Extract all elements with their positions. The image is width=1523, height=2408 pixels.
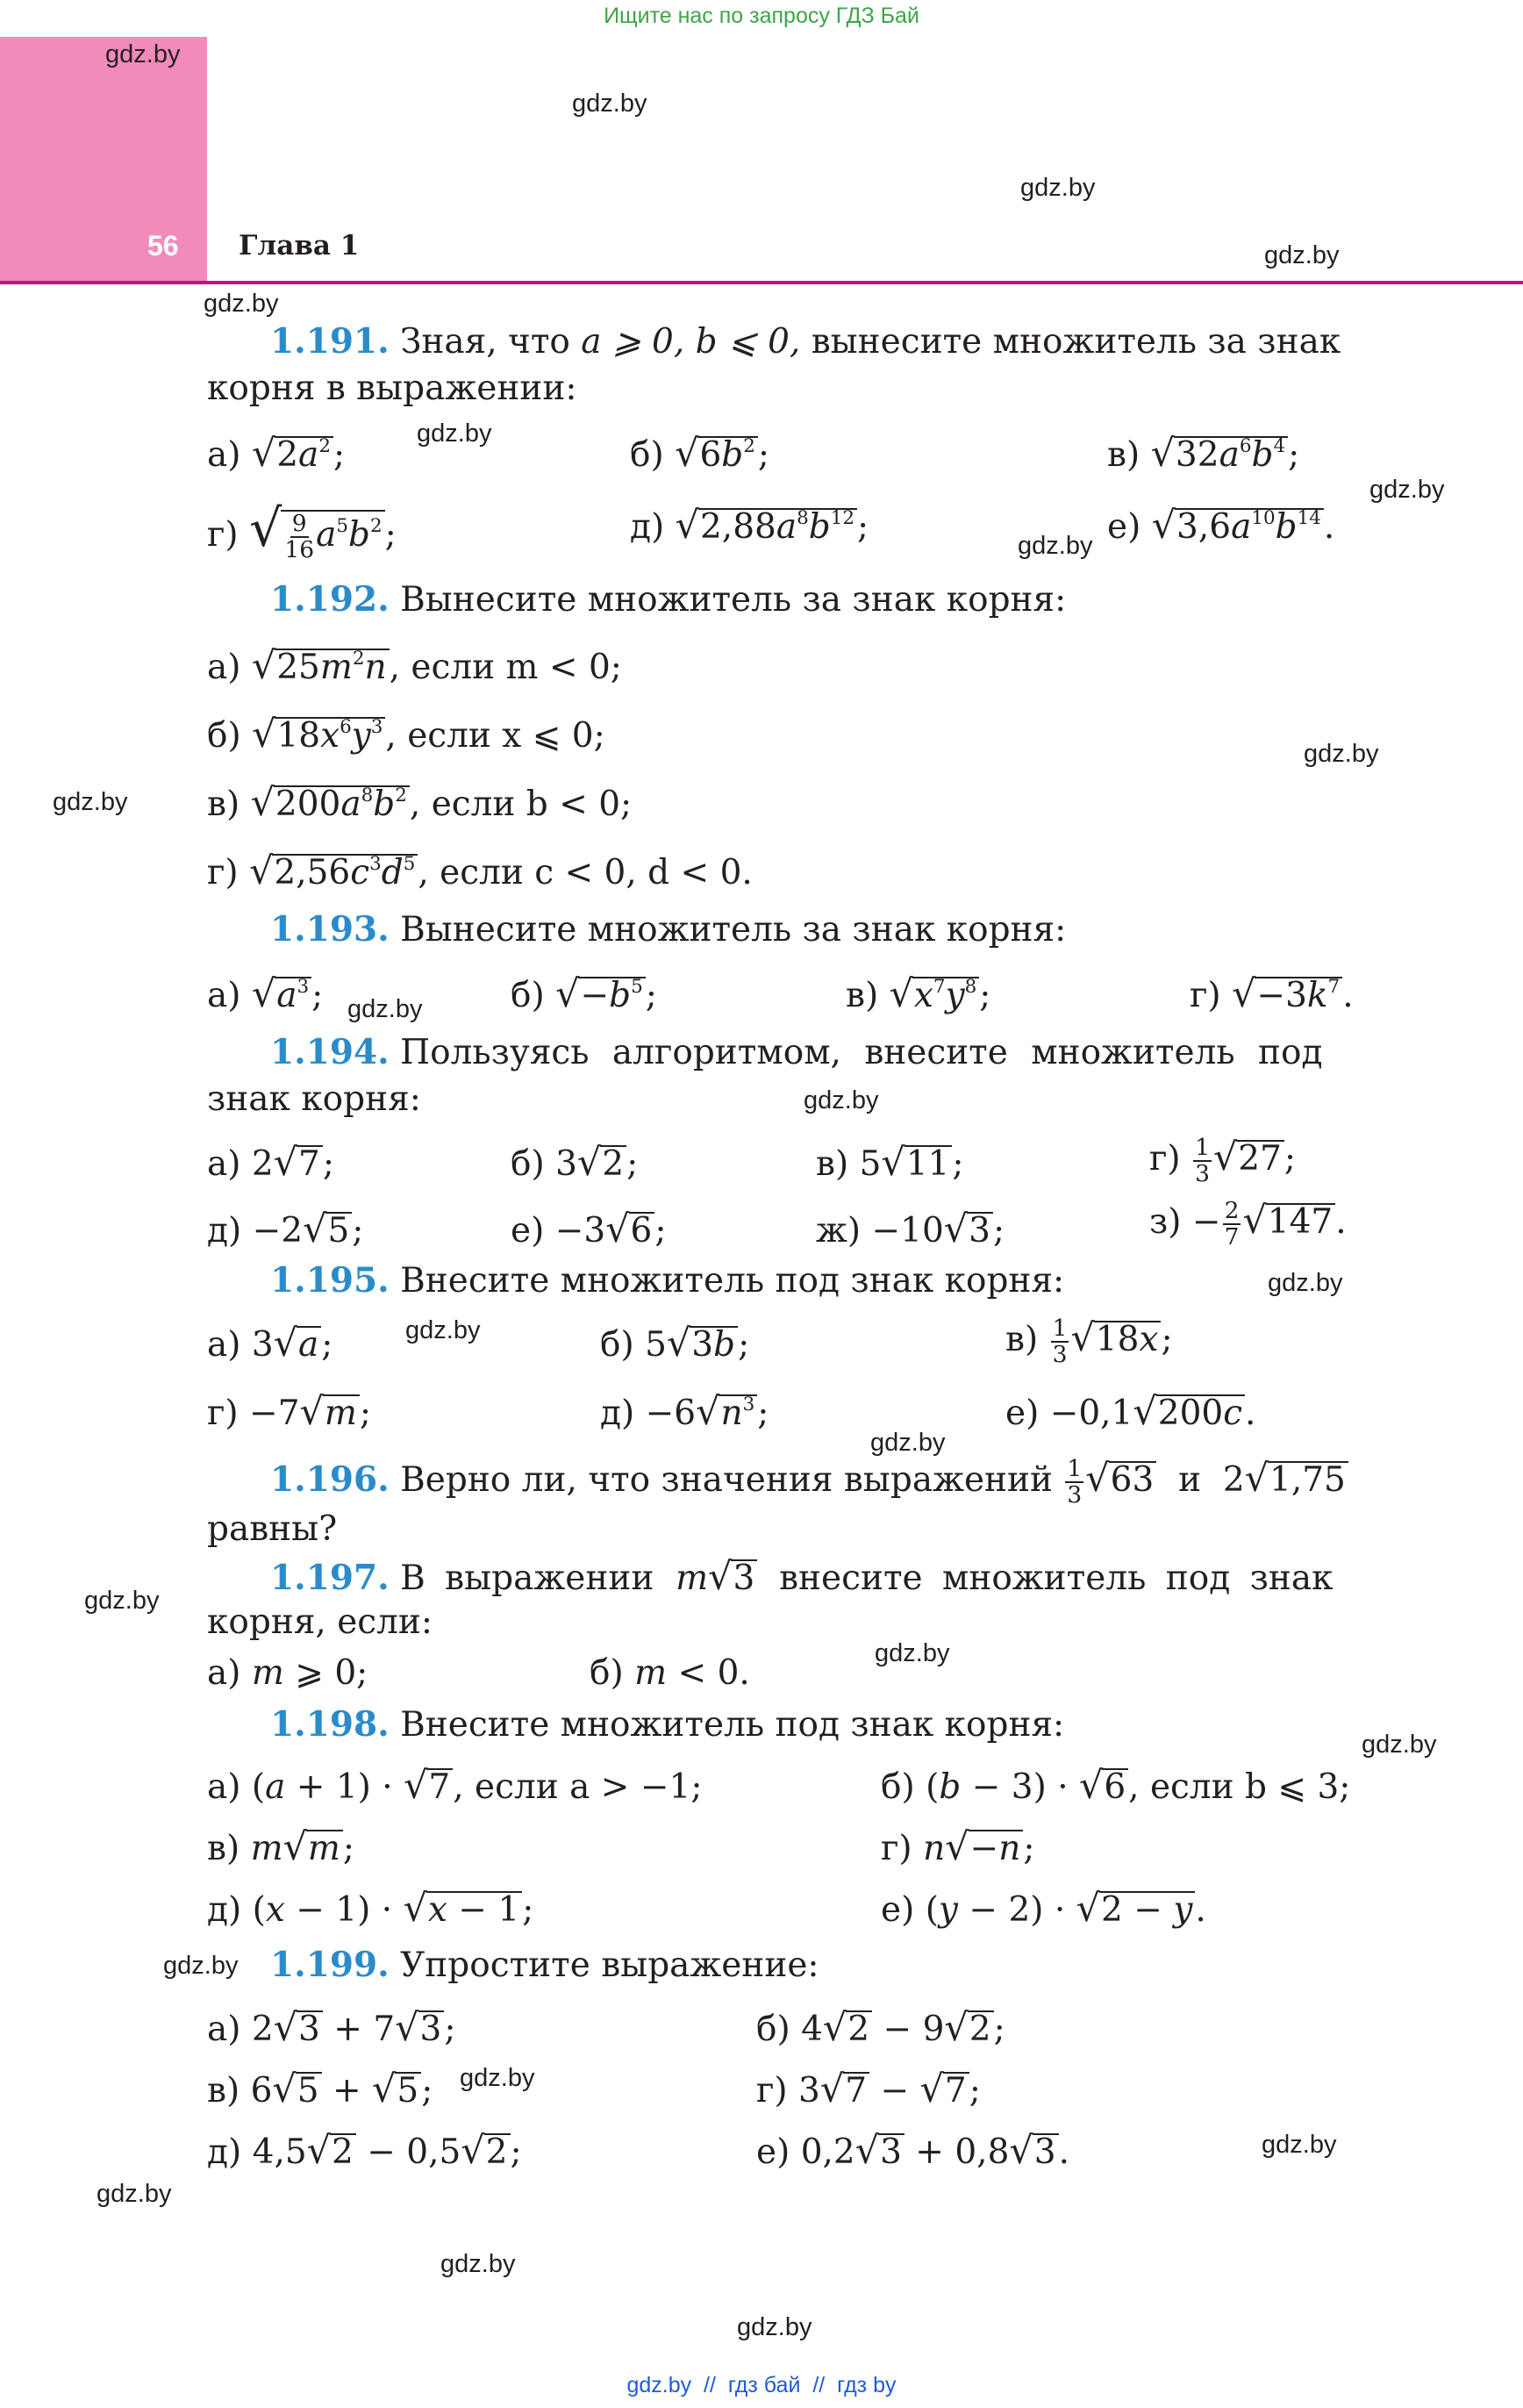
radical: $√a^3$ xyxy=(252,972,311,1016)
exercise-number: 1.197. xyxy=(270,1558,390,1598)
exercise-1-191-heading: 1.191. Зная, что a ⩾ 0, b ⩽ 0, вынесите множитель за знак xyxy=(270,321,1341,362)
watermark: gdz.by xyxy=(84,1587,160,1615)
exercise-1-196-heading: 1.196. Верно ли, что значения выражений $\frac{1}{3}$ √63 и 2√1,75 xyxy=(270,1457,1348,1508)
task-item: б) 4√2 − 9√2; xyxy=(756,2006,1005,2050)
exercise-text: знак корня: xyxy=(207,1079,421,1119)
watermark: gdz.by xyxy=(1262,2131,1337,2159)
watermark: gdz.by xyxy=(1264,241,1340,269)
task-item: в) $√32a^6b^4$; xyxy=(1107,432,1300,476)
exercise-number: 1.192. xyxy=(270,579,390,620)
watermark: gdz.by xyxy=(440,2250,516,2278)
watermark: gdz.by xyxy=(97,2180,172,2208)
task-item: д) 4,5√2 − 0,5√2; xyxy=(207,2129,522,2173)
watermark: gdz.by xyxy=(405,1316,481,1344)
task-item: г) $√2,56c^3d^5$, если c < 0, d < 0. xyxy=(207,849,753,893)
task-item: з) − $\frac{2}{7}$ √147. xyxy=(1149,1197,1347,1251)
exercise-1-197-heading: 1.197. В выражении m√3 внесите множитель под знак xyxy=(270,1555,1334,1599)
watermark: gdz.by xyxy=(1020,174,1096,202)
task-item: в) $\frac{1}{3}$ √18x; xyxy=(1005,1315,1173,1368)
footer-links[interactable]: gdz.by // гдз бай // гдз by xyxy=(626,2373,897,2397)
task-item: е) (y − 2) · √2 − y. xyxy=(881,1887,1206,1931)
task-item: е) 0,2√3 + 0,8√3. xyxy=(756,2129,1069,2173)
radical: $√2,56c^3d^5$ xyxy=(249,849,418,893)
watermark: gdz.by xyxy=(1362,1731,1437,1759)
task-item: д) −2√5; xyxy=(207,1208,364,1251)
exercise-1-195-heading: 1.195. Внесите множитель под знак корня: xyxy=(270,1260,1065,1301)
radical: √ $\frac{9}{16}$ $a^5b^2$ xyxy=(249,498,385,563)
task-item: б) (b − 3) · √6, если b ⩽ 3; xyxy=(881,1764,1351,1808)
task-item: г) n√−n; xyxy=(881,1825,1035,1869)
task-item: б) $√-b^5$; xyxy=(511,972,657,1016)
radical: $√x^7y^8$ xyxy=(890,972,980,1016)
watermark: gdz.by xyxy=(163,1952,239,1980)
watermark: gdz.by xyxy=(875,1639,950,1667)
task-item: г) $\frac{1}{3}$ √27; xyxy=(1149,1134,1297,1187)
page-number: 56 xyxy=(147,230,179,262)
task-item: б) m < 0. xyxy=(590,1653,750,1693)
task-item: в) $√x^7y^8$; xyxy=(846,972,991,1016)
exercise-text: корня, если: xyxy=(207,1602,433,1642)
radical: $√3,6a^{10}b^{14}$ xyxy=(1152,504,1324,548)
task-item: а) $√2a^2$; xyxy=(207,432,346,476)
exercise-number: 1.191. xyxy=(270,321,390,362)
exercise-number: 1.193. xyxy=(270,909,390,950)
exercise-number: 1.196. xyxy=(270,1459,390,1500)
exercise-number: 1.195. xyxy=(270,1260,390,1301)
task-item: в) 5√11; xyxy=(816,1141,964,1185)
radical: $√6b^2$ xyxy=(675,432,758,476)
exercise-text: корня в выражении: xyxy=(207,369,577,408)
watermark: gdz.by xyxy=(1268,1269,1343,1297)
task-item: в) $√200a^8b^2$, если b < 0; xyxy=(207,781,633,825)
radical: $√200a^8b^2$ xyxy=(251,781,410,825)
task-item: г) 3√7 − √7; xyxy=(756,2068,981,2111)
radical: $√-b^5$ xyxy=(555,972,646,1016)
exercise-number: 1.194. xyxy=(270,1032,390,1072)
exercise-number: 1.199. xyxy=(270,1945,390,1985)
task-item: а) (a + 1) · √7, если a > −1; xyxy=(207,1764,703,1808)
task-item: г) $√-3k^7$. xyxy=(1190,972,1354,1016)
watermark: gdz.by xyxy=(53,788,128,816)
watermark: gdz.by xyxy=(1018,532,1093,560)
exercise-number: 1.198. xyxy=(270,1704,390,1745)
radical: $√-3k^7$ xyxy=(1232,972,1342,1016)
task-item: а) $√a^3$; xyxy=(207,972,324,1016)
task-item: в) m√m; xyxy=(207,1825,355,1869)
radical: $√25m^2n$ xyxy=(252,644,390,688)
task-item: г) −7√m; xyxy=(207,1390,372,1434)
exercise-1-199-heading: 1.199. Упростите выражение: xyxy=(270,1945,819,1985)
task-item: д) (x − 1) · √x − 1; xyxy=(207,1887,534,1931)
radical: $√32a^6b^4$ xyxy=(1151,432,1289,476)
exercise-1-192-heading: 1.192. Вынесите множитель за знак корня: xyxy=(270,579,1067,620)
watermark: gdz.by xyxy=(105,40,181,68)
task-item: а) 2√7; xyxy=(207,1141,334,1185)
watermark: gdz.by xyxy=(737,2313,812,2341)
watermark: gdz.by xyxy=(804,1086,879,1114)
radical: $√2,88a^8b^{12}$ xyxy=(676,504,857,548)
task-item: а) 2√3 + 7√3; xyxy=(207,2006,456,2050)
task-item: д) $√2,88a^8b^{12}$; xyxy=(630,504,869,548)
top-banner: Ищите нас по запросу ГДЗ Бай xyxy=(604,4,919,28)
exercise-text: равны? xyxy=(207,1509,338,1549)
radical: $√18x^6y^3$ xyxy=(252,713,385,756)
task-item: б) $√18x^6y^3$, если x ⩽ 0; xyxy=(207,713,605,756)
task-item: г) √ $\frac{9}{16}$ $a^5b^2$; xyxy=(207,498,397,563)
exercise-1-198-heading: 1.198. Внесите множитель под знак корня: xyxy=(270,1704,1065,1745)
watermark: gdz.by xyxy=(1304,740,1379,768)
exercise-1-194-heading: 1.194. Пользуясь алгоритмом, внесите множитель под xyxy=(270,1032,1323,1072)
task-item: б) $√6b^2$; xyxy=(630,432,770,476)
watermark: gdz.by xyxy=(347,995,423,1023)
task-item: $д) -6√n^3$; xyxy=(600,1390,769,1434)
chapter-title: Глава 1 xyxy=(239,230,360,262)
task-item: ж) −10√3; xyxy=(816,1208,1005,1251)
watermark: gdz.by xyxy=(1369,476,1445,504)
task-item: е) −0,1√200c. xyxy=(1005,1390,1256,1434)
watermark: gdz.by xyxy=(460,2064,535,2092)
watermark: gdz.by xyxy=(204,290,279,318)
watermark: gdz.by xyxy=(572,90,647,118)
watermark: gdz.by xyxy=(870,1429,946,1457)
header-rule xyxy=(0,281,1523,284)
task-item: б) 5√3b; xyxy=(600,1322,750,1365)
task-item: в) 6√5 + √5; xyxy=(207,2068,433,2111)
task-item: а) m ⩾ 0; xyxy=(207,1653,368,1693)
watermark: gdz.by xyxy=(417,419,492,448)
task-item: а) $√25m^2n$, если m < 0; xyxy=(207,644,622,688)
task-item: а) 3√a; xyxy=(207,1322,333,1365)
radical: $√2a^2$ xyxy=(252,432,333,476)
exercise-1-193-heading: 1.193. Вынесите множитель за знак корня: xyxy=(270,909,1067,950)
task-item: б) 3√2; xyxy=(511,1141,639,1185)
task-item: е) $√3,6a^{10}b^{14}$. xyxy=(1107,504,1335,548)
task-item: е) −3√6; xyxy=(511,1208,667,1251)
